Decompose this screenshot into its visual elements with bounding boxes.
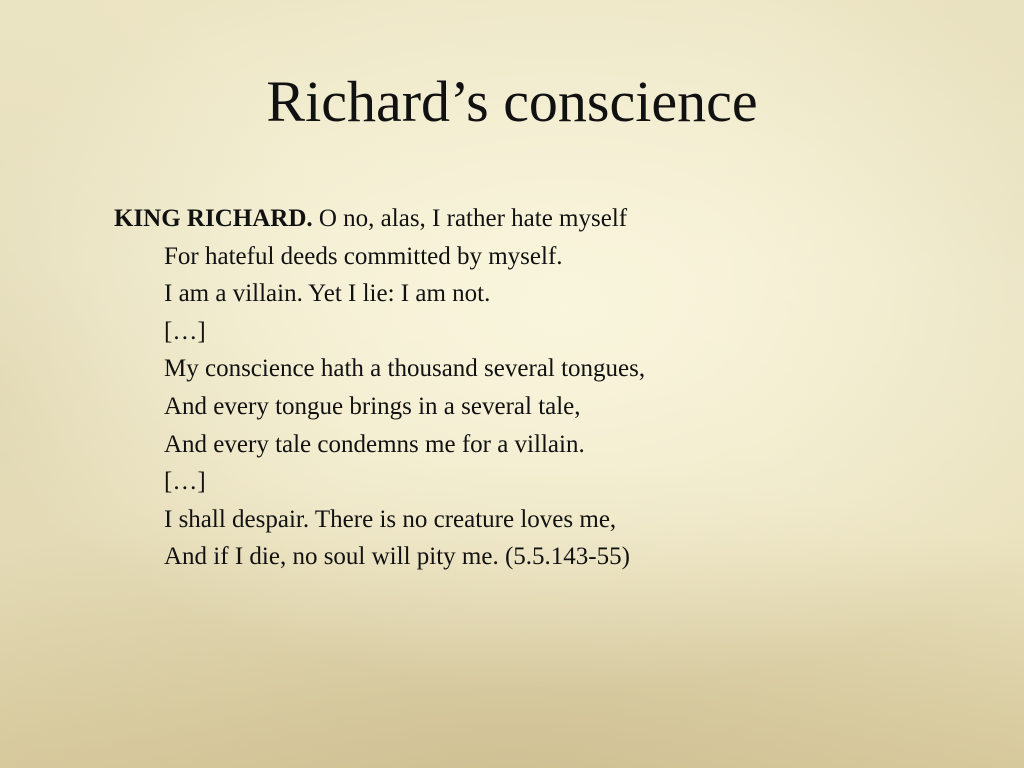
verse-line: And every tale condemns me for a villain. [164,430,585,458]
verse-line: And if I die, no soul will pity me. (5.5.143-55) [164,543,630,571]
verse-line: I am a villain. Yet I lie: I am not. [164,280,491,308]
verse-line: And every tongue brings in a several tale, [164,392,581,420]
slide-title: Richard’s conscience [266,69,758,134]
verse-line: For hateful deeds committed by myself. [164,242,563,270]
quotation-block [114,200,974,576]
verse-lines [114,238,974,576]
speaker-name: KING RICHARD. [114,205,313,232]
quote-first-line: O no, alas, I rather hate myself [312,205,628,232]
verse-line: I shall despair. There is no creature loves me, [164,505,617,533]
verse-line: […] [164,317,206,345]
verse-line: My conscience hath a thousand several tongues, [164,355,646,383]
speaker-line [114,200,974,238]
verse-line: […] [164,468,206,496]
